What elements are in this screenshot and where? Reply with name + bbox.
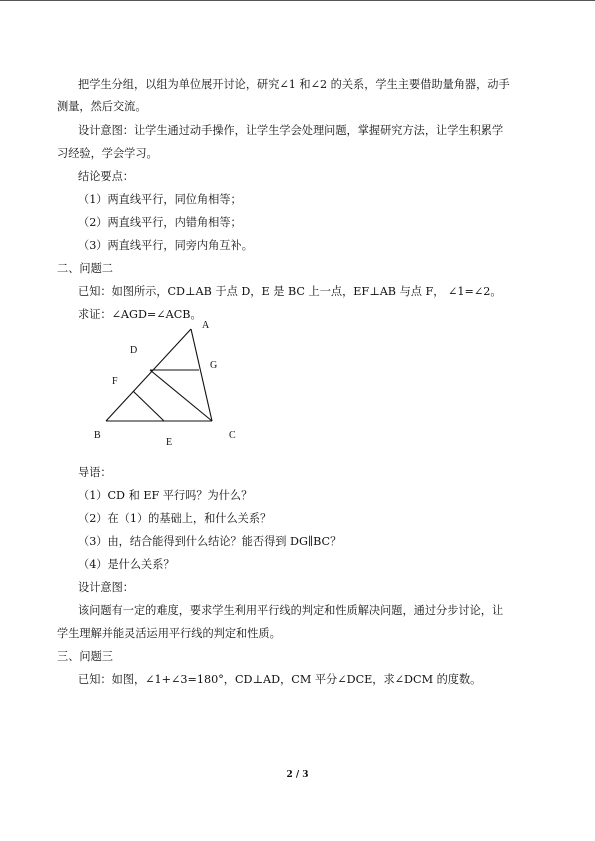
label-d: D [130, 345, 138, 356]
paragraph-line: 设计意图： [78, 581, 134, 594]
header-rule [0, 0, 595, 1]
section-heading: 二、问题二 [57, 262, 113, 275]
segment-ac [191, 329, 212, 421]
label-e: E [166, 437, 173, 448]
paragraph-line: 求证：∠AGD=∠ACB。 [78, 308, 202, 321]
paragraph-line: 已知：如图，∠1+∠3=180°，CD⊥AD，CM 平分∠DCE，求∠DCM 的度数。 [78, 673, 482, 686]
list-item: （4）是什么关系？ [78, 558, 175, 571]
list-item: （3）由，结合能得到什么结论？能否得到 DG∥BC？ [78, 535, 342, 548]
paragraph-line: 把学生分组，以组为单位展开讨论，研究∠1 和∠2 的关系，学生主要借助量角器，动手 [78, 78, 510, 91]
paragraph-line: 已知：如图所示，CD⊥AB 于点 D，E 是 BC 上一点，EF⊥AB 与点 F， ∠1=∠2。 [78, 285, 502, 298]
list-item: （1）两直线平行，同位角相等； [78, 193, 242, 206]
list-item: （3）两直线平行，同旁内角互补。 [78, 239, 253, 252]
segment-ab [106, 329, 191, 421]
page-number: 2 / 3 [286, 770, 309, 780]
label-c: C [229, 430, 236, 441]
paragraph-line: 测量，然后交流。 [57, 100, 147, 113]
paragraph-line: 学生理解并能灵活运用平行线的判定和性质。 [57, 627, 281, 640]
paragraph-line: 导语： [78, 466, 112, 479]
paragraph-line: 结论要点： [78, 170, 134, 183]
segment-dc [150, 370, 212, 421]
label-g: G [210, 360, 218, 371]
segment-fe [133, 391, 164, 421]
paragraph-line: 该问题有一定的难度，要求学生利用平行线的判定和性质解决问题，通过分步讨论，让 [78, 604, 504, 617]
label-a: A [202, 320, 210, 331]
label-b: B [94, 430, 101, 441]
label-f: F [112, 376, 118, 387]
list-item: （2）在（1）的基础上，和什么关系？ [78, 512, 272, 525]
paragraph-line: 习经验，学会学习。 [57, 147, 158, 160]
section-heading: 三、问题三 [57, 650, 113, 663]
paragraph-line: 设计意图：让学生通过动手操作，让学生学会处理问题，掌握研究方法，让学生积累学 [78, 124, 504, 137]
list-item: （1）CD 和 EF 平行吗？为什么？ [78, 489, 253, 502]
list-item: （2）两直线平行，内错角相等； [78, 216, 242, 229]
